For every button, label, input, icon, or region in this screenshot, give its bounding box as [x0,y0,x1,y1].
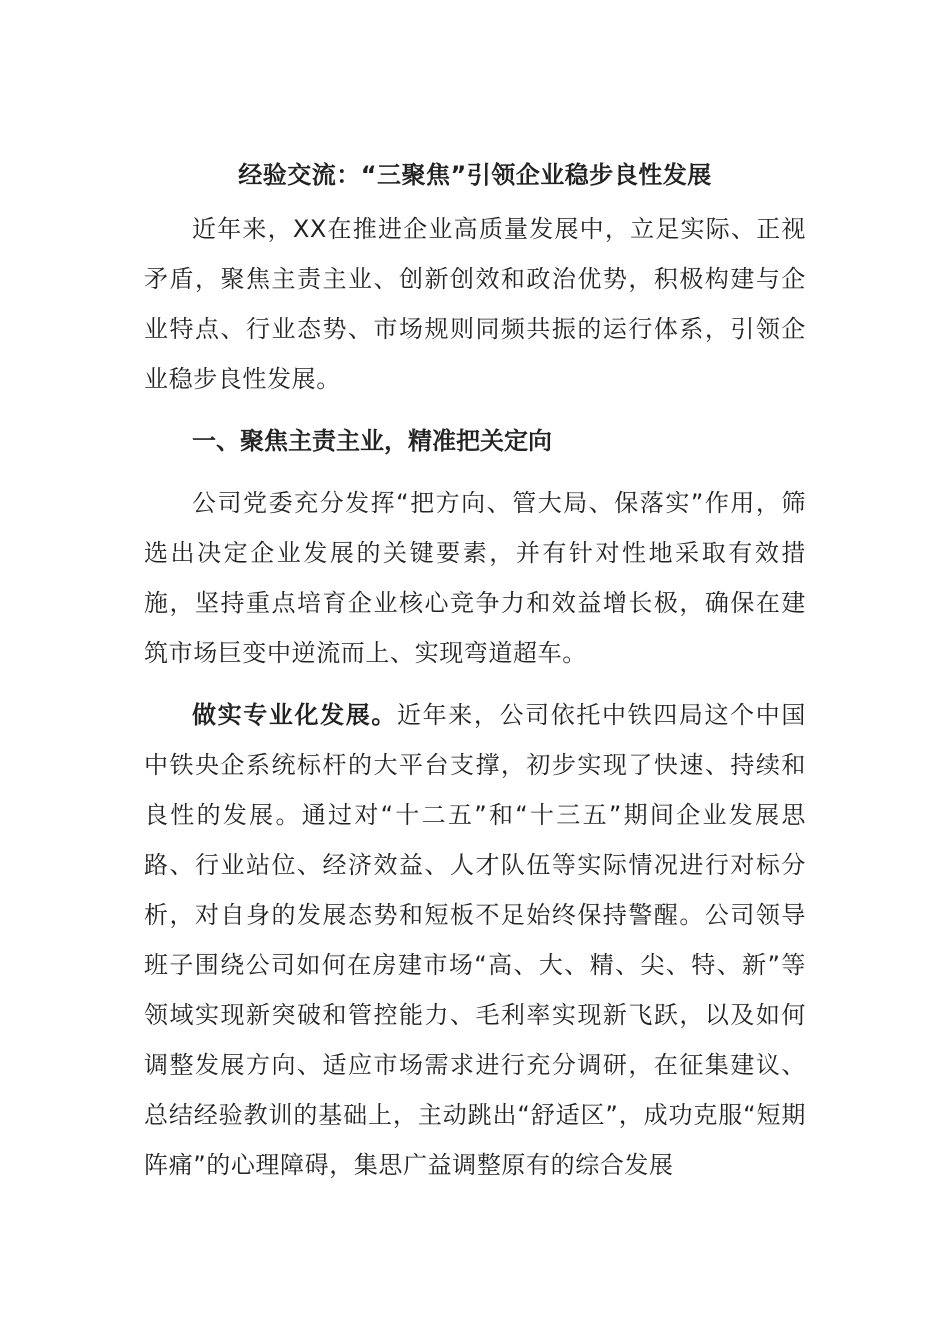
section-heading: 一、聚焦主责主业，精准把关定向 [192,427,552,455]
subsection-body: 近年来，公司依托中铁四局这个中国中铁央企系统标杆的大平台支撑，初步实现了快速、持续和良性的发展。通过对“十二五”和“十三五”期间企业发展思路、行业站位、经济效益、人才队伍等实际情况进行对标分析，对自身的发展态势和短板不足始终保持警醒。公司领导班子围绕公司如何在房建市场“高、大、精、尖、特、新”等领域实现新突破和管控能力、毛利率实现新飞跃，以及如何调整发展方向、适应市场需求进行充分调研，在征集建议、总结经验教训的基础上，主动跳出“舒适区”，成功克服“短期阵痛”的心理障碍，集思广益调整原有的综合发展 [144,701,806,1179]
section-paragraph: 公司党委充分发挥“把方向、管大局、保落实”作用，筛选出决定企业发展的关键要素，并有针对性地采取有效措施，坚持重点培育企业核心竞争力和效益增长极，确保在建筑市场巨变中逆流而上、实现弯道超车。 [144,489,806,667]
document-title: 经验交流：“三聚焦”引领企业稳步良性发展 [238,161,712,189]
intro-paragraph: 近年来，XX在推进企业高质量发展中，立足实际、正视矛盾，聚焦主责主业、创新创效和政治优势，积极构建与企业特点、行业态势、市场规则同频共振的运行体系，引领企业稳步良性发展。 [144,215,806,393]
subsection-paragraph [144,690,806,1190]
subsection-lead: 做实专业化发展。 [192,701,398,729]
document-body [144,150,806,1202]
